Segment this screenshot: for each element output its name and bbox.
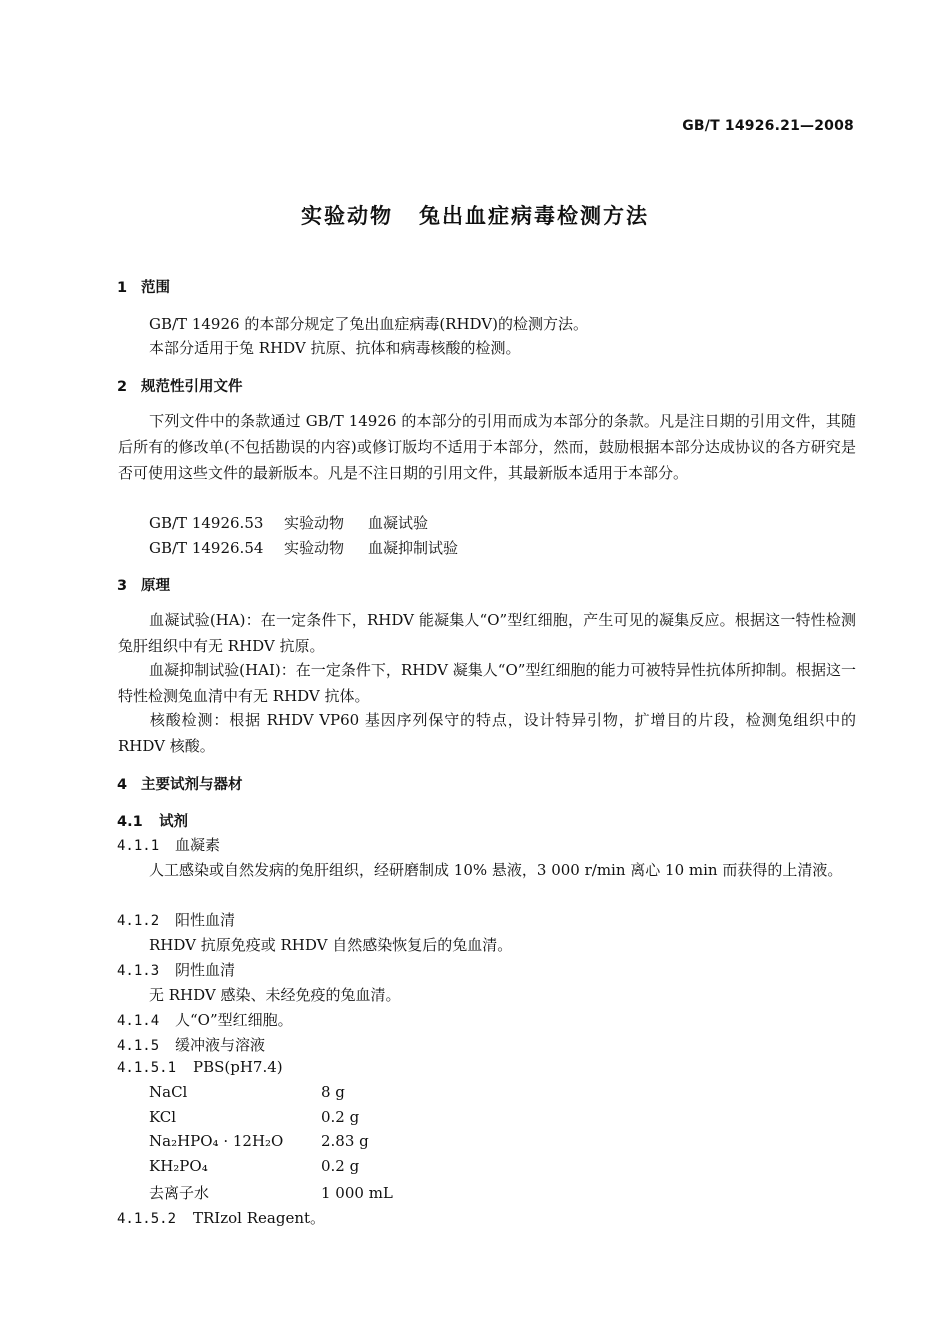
section-title: TRIzol Reagent。 [193,1209,326,1227]
reagent-name: KH₂PO₄ [149,1157,208,1175]
section-1-paragraph-1 [118,311,856,337]
section-1-paragraph-2 [118,335,856,361]
section-3-paragraph-1 [118,607,856,659]
section-title: 阳性血清 [175,911,236,929]
section-title: 范围 [141,280,170,296]
section-title: 规范性引用文件 [141,379,243,395]
section-number: 1 [117,280,128,296]
section-4-1-5-1-heading [117,1058,283,1076]
paragraph-text: 血凝试验(HA)：在一定条件下，RHDV 能凝集人“O”型红细胞，产生可见的凝集反应。根据这一特性检测兔肝组织中有无 RHDV 抗原。 [118,611,856,655]
section-3-heading [117,574,170,595]
reagent-name: Na₂HPO₄ · 12H₂O [149,1132,284,1150]
reagent-quantity: 8 g [321,1083,345,1101]
reagent-quantity: 0.2 g [321,1108,360,1126]
section-number: 4.1.3 [117,963,160,979]
section-4-1-5-2-heading [117,1207,325,1228]
section-2-paragraph-1 [118,408,856,486]
paragraph-text: 核酸检测：根据 RHDV VP60 基因序列保守的特点，设计特异引物，扩增目的片段，检测兔组织中的 RHDV 核酸。 [118,711,856,755]
title-part-1: 实验动物 [301,204,393,228]
reagent-name: KCl [149,1108,177,1126]
section-4-1-heading [117,810,188,831]
section-number: 3 [117,578,128,594]
section-number: 4.1 [117,814,143,830]
section-4-1-2-text [118,932,856,958]
section-4-1-3-text [118,982,856,1008]
document-title [0,200,950,230]
section-title: 血凝素 [175,836,221,854]
reference-code: GB/T 14926.53 [149,514,264,532]
paragraph-text: 下列文件中的条款通过 GB/T 14926 的本部分的引用而成为本部分的条款。凡是注日期的引用文件，其随后所有的修改单(不包括勘误的内容)或修订版均不适用于本部分，然而，鼓励根据本部分达成协议的各方研究是否可使用这些文件的最新版本。凡是不注日期的引用文件，其最新版本适用于本部分。 [118,412,856,482]
reference-item [149,512,428,533]
paragraph-text: 血凝抑制试验(HAI)：在一定条件下，RHDV 凝集人“O”型红细胞的能力可被特异性抗体所抑制。根据这一特性检测兔血清中有无 RHDV 抗体。 [118,661,856,705]
section-number: 2 [117,379,128,395]
section-title: 缓冲液与溶液 [175,1036,266,1054]
paragraph-text: 本部分适用于兔 RHDV 抗原、抗体和病毒核酸的检测。 [149,339,521,357]
section-2-heading [117,375,243,396]
reagent-row [149,1132,369,1150]
reagent-name: 去离子水 [149,1184,210,1202]
paragraph-text: 无 RHDV 感染、未经免疫的兔血清。 [149,986,401,1004]
section-number: 4.1.5 [117,1038,160,1054]
section-number: 4.1.5.2 [117,1211,177,1227]
section-number: 4.1.5.1 [117,1060,177,1076]
reference-title-b: 血凝抑制试验 [368,539,459,557]
reagent-name: NaCl [149,1083,188,1101]
section-4-1-1-heading [117,834,220,855]
section-number: 4.1.1 [117,838,160,854]
reagent-row [149,1157,359,1175]
section-3-paragraph-2 [118,657,856,709]
title-part-2: 兔出血症病毒检测方法 [419,204,649,228]
paragraph-text: GB/T 14926 的本部分规定了兔出血症病毒(RHDV)的检测方法。 [149,315,588,333]
section-number: 4.1.2 [117,913,160,929]
reagent-quantity: 0.2 g [321,1157,360,1175]
reference-item [149,537,458,558]
reference-code: GB/T 14926.54 [149,539,264,557]
section-4-1-5-heading [117,1034,265,1055]
section-title: 人“O”型红细胞。 [175,1011,293,1029]
reference-title-a: 实验动物 [284,539,345,557]
section-4-1-1-text [118,857,856,883]
section-number: 4.1.4 [117,1013,160,1029]
reagent-row [149,1182,393,1203]
reagent-quantity: 2.83 g [321,1132,369,1150]
section-title: 试剂 [159,814,188,830]
reference-title-a: 实验动物 [284,514,345,532]
section-3-paragraph-3 [118,707,856,759]
section-4-1-3-heading [117,959,235,980]
paragraph-text: 人工感染或自然发病的兔肝组织，经研磨制成 10% 悬液，3 000 r/min 离心 10 min 而获得的上清液。 [149,861,843,879]
section-4-1-2-heading [117,909,235,930]
section-1-heading [117,276,170,297]
reference-title-b: 血凝试验 [368,514,429,532]
section-4-1-4-heading [117,1009,293,1030]
reagent-row [149,1083,345,1101]
section-number: 4 [117,777,128,793]
reagent-row [149,1108,359,1126]
section-title: 原理 [141,578,170,594]
section-title: 主要试剂与器材 [141,777,243,793]
paragraph-text: RHDV 抗原免疫或 RHDV 自然感染恢复后的兔血清。 [149,936,513,954]
section-title: PBS(pH7.4) [193,1058,283,1076]
reagent-quantity: 1 000 mL [321,1184,393,1202]
section-4-heading [117,773,243,794]
standard-number: GB/T 14926.21—2008 [682,118,854,134]
section-title: 阴性血清 [175,961,236,979]
